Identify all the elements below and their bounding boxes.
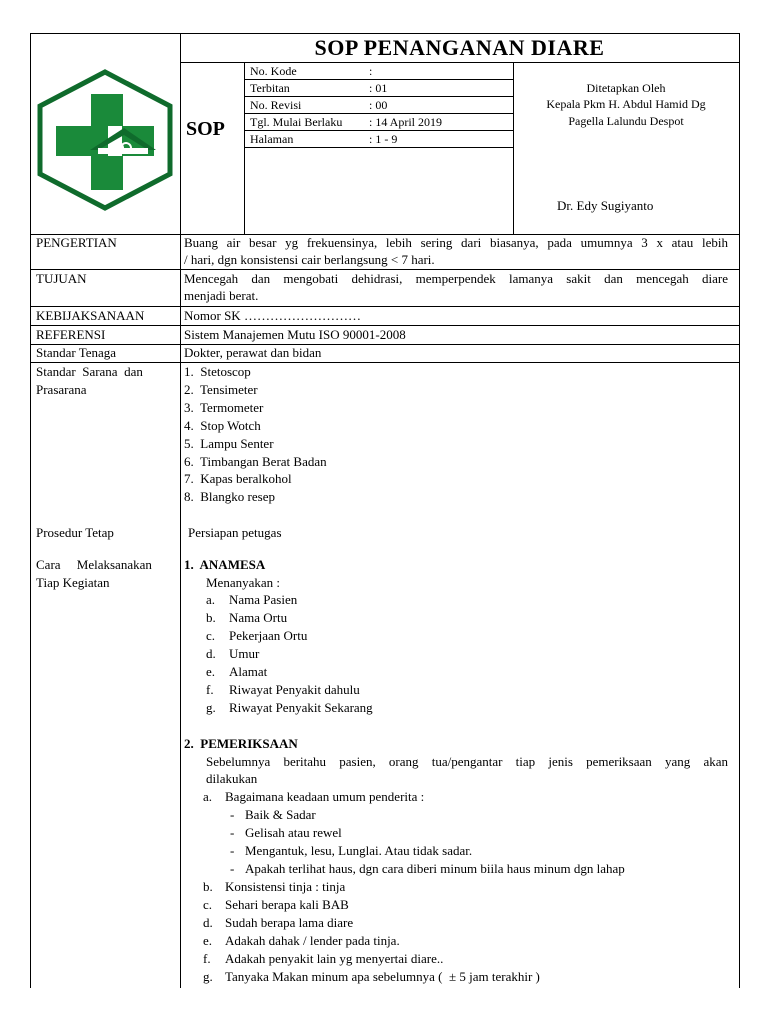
list-item: Adakah penyakit lain yg menyertai diare.. [225,951,444,966]
approval-signer: Dr. Edy Sugiyanto [557,198,654,213]
dash-marker: - [230,825,235,840]
sub-item: Apakah terlihat haus, dgn cara diberi minum biila haus minum dgn lahap [245,861,625,876]
sarana-item: 1. Stetoscop [184,364,251,379]
row-label-kebijaksanaan: KEBIJAKSANAAN [36,308,145,323]
row-label-standar-tenaga: Standar Tenaga [36,345,117,360]
sub-item: Mengantuk, lesu, Lunglai. Atau tidak sadar. [245,843,473,858]
row-line [30,325,739,326]
row-line [30,306,739,307]
meta-value-kode: : [369,64,373,78]
pengertian-text-2: / hari, dgn konsistensi cair berlangsung < 7 hari. [184,252,435,267]
sub-item: Gelisah atau rewel [245,825,342,840]
dash-marker: - [230,843,235,858]
list-item: Nama Ortu [229,610,288,625]
approval-line-2: Kepala Pkm H. Abdul Hamid Dg [546,97,706,111]
list-item: Konsistensi tinja : tinja [225,879,346,894]
meta-value-tgl: : 14 April 2019 [369,115,443,129]
meta-label-revisi: No. Revisi [250,98,302,112]
row-label-referensi: REFERENSI [36,327,106,342]
list-item: Nama Pasien [229,592,298,607]
dash-marker: - [230,861,235,876]
list-marker: g. [206,700,216,715]
sarana-item: 3. Termometer [184,400,264,415]
sarana-item: 4. Stop Wotch [184,418,261,433]
sarana-item: 2. Tensimeter [184,382,258,397]
approval-line-1: Ditetapkan Oleh [586,81,666,95]
list-item: Alamat [229,664,268,679]
list-item: Riwayat Penyakit dahulu [229,682,360,697]
row-label-cara-1: Cara Melaksanakan [36,557,152,572]
prosedur-value: Persiapan petugas [188,525,282,540]
meta-value-revisi: : 00 [369,98,388,112]
meta-value-terbitan: : 01 [369,81,388,95]
meta-label-terbitan: Terbitan [250,81,290,95]
anamesa-heading: 1. ANAMESA [184,557,266,572]
kebijaksanaan-value: Nomor SK ……………………… [184,308,361,323]
pemeriksaan-heading: 2. PEMERIKSAAN [184,736,298,751]
meta-label-kode: No. Kode [250,64,297,78]
tujuan-text-1: Mencegah dan mengobati dehidrasi, memperpendek lamanya sakit dan mencegah diare [184,271,728,286]
standar-tenaga-value: Dokter, perawat dan bidan [184,345,322,360]
row-line [30,362,739,363]
row-label-cara-2: Tiap Kegiatan [36,575,110,590]
row-label-prosedur: Prosedur Tetap [36,525,114,540]
list-marker: c. [206,628,216,643]
row-line [30,344,739,345]
sarana-item: 7. Kapas beralkohol [184,471,292,486]
pengertian-text-1: Buang air besar yg frekuensinya, lebih sering dari biasanya, pada umumnya 3 x atau lebih [184,235,728,250]
table-border-left [30,33,31,988]
table-border-top [30,33,739,34]
sop-label: SOP [186,118,225,140]
list-item: Pekerjaan Ortu [229,628,308,643]
list-item: Bagaimana keadaan umum penderita : [225,789,425,804]
list-item: Riwayat Penyakit Sekarang [229,700,373,715]
row-line [30,269,739,270]
list-marker: b. [203,879,213,894]
row-label-tujuan: TUJUAN [36,271,87,286]
meta-value-halaman: : 1 - 9 [369,132,398,146]
tujuan-text-2: menjadi berat. [184,288,259,303]
dash-marker: - [230,807,235,822]
list-marker: e. [203,933,213,948]
row-label-pengertian: PENGERTIAN [36,235,117,250]
list-marker: f. [206,682,214,697]
meta-row-line [244,147,513,148]
list-marker: b. [206,610,216,625]
sop-column-divider [244,62,245,234]
table-border-right [739,33,740,988]
sarana-item: 8. Blangko resep [184,489,275,504]
list-marker: d. [203,915,213,930]
document-title: SOP PENANGANAN DIARE [314,35,605,60]
list-marker: f. [203,951,211,966]
approval-line-3: Pagella Lalundu Despot [568,114,684,128]
referensi-value: Sistem Manajemen Mutu ISO 90001-2008 [184,327,406,342]
row-label-sarana-2: Prasarana [36,382,87,397]
sarana-item: 5. Lampu Senter [184,436,274,451]
pemeriksaan-intro-2: dilakukan [206,771,258,786]
list-marker: c. [203,897,213,912]
list-marker: e. [206,664,216,679]
label-column-divider [180,33,181,988]
sarana-item: 6. Timbangan Berat Badan [184,454,327,469]
puskesmas-logo-icon [36,68,174,212]
list-item: Umur [229,646,260,661]
list-marker: d. [206,646,216,661]
anamesa-intro: Menanyakan : [206,575,281,590]
list-item: Sehari berapa kali BAB [225,897,349,912]
list-item: Sudah berapa lama diare [225,915,354,930]
pemeriksaan-intro-1: Sebelumnya beritahu pasien, orang tua/pengantar tiap jenis pemeriksaan yang akan [206,754,728,769]
list-item: Adakah dahak / lender pada tinja. [225,933,400,948]
row-label-sarana-1: Standar Sarana dan [36,364,143,379]
list-marker: a. [206,592,216,607]
sub-item: Baik & Sadar [245,807,316,822]
list-marker: g. [203,969,213,984]
meta-label-halaman: Halaman [250,132,294,146]
meta-label-tgl: Tgl. Mulai Berlaku [250,115,343,129]
list-marker: a. [203,789,213,804]
list-item: Tanyaka Makan minum apa sebelumnya ( ± 5 jam terakhir ) [225,969,540,984]
